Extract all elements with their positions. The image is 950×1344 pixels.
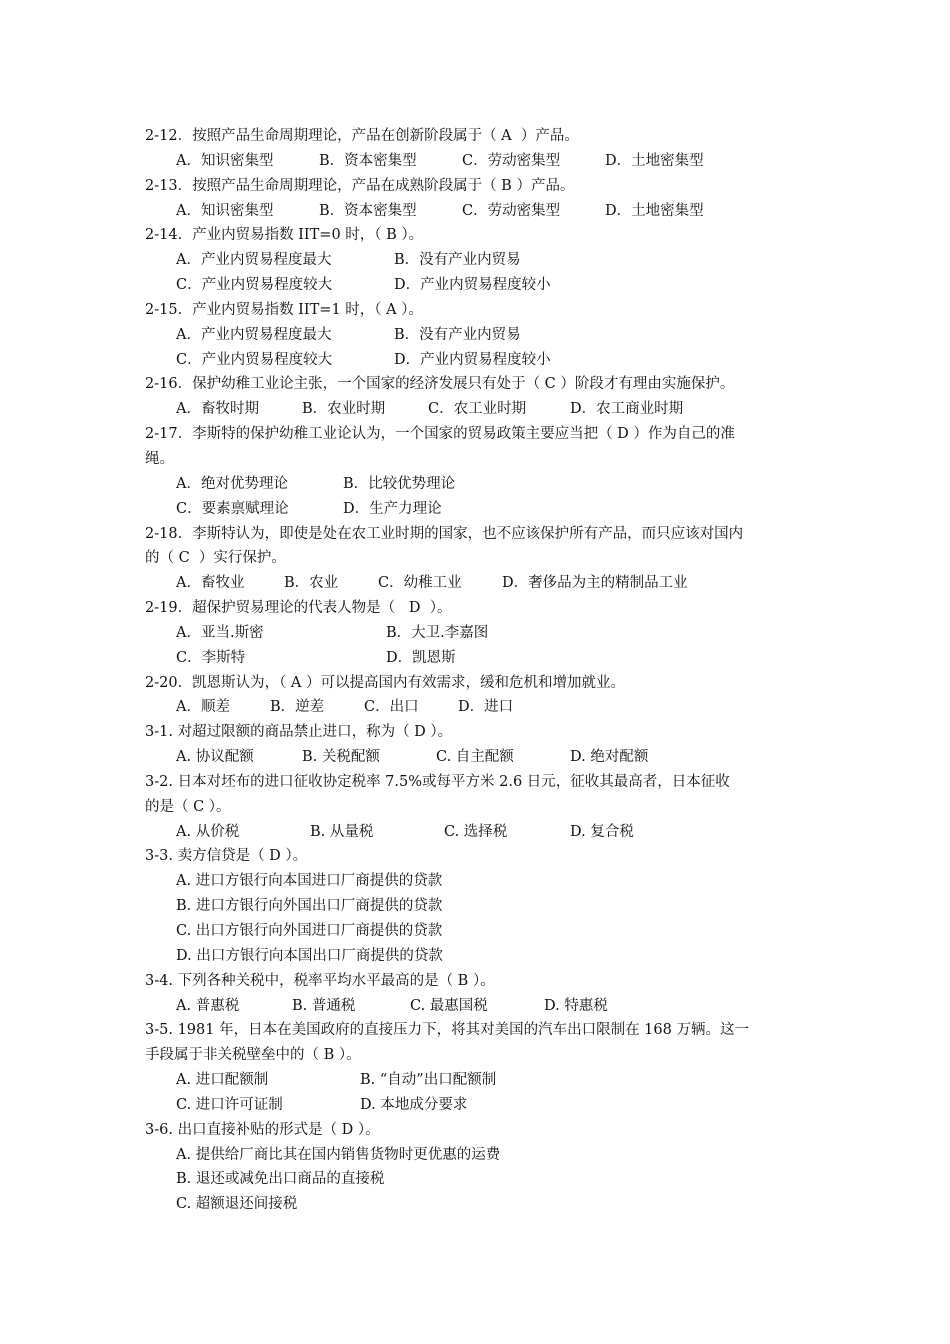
answer-option: C．幼稚工业 (378, 575, 462, 592)
option-row (145, 646, 815, 671)
question-text: 3-4. 下列各种关税中，税率平均水平最高的是（ B ）。 (145, 972, 495, 989)
answer-option: D．产业内贸易程度较小 (394, 277, 551, 294)
answer-option: A．产业内贸易程度最大 (176, 326, 332, 343)
question-text: 手段属于非关税壁垒中的（ B ）。 (145, 1047, 361, 1064)
question-text: 2-18．李斯特认为，即使是处在农工业时期的国家，也不应该保护所有产品，而只应该对国内 (145, 525, 744, 542)
answer-option: B. 退还或减免出口商品的直接税 (176, 1171, 385, 1188)
answer-option: A. 进口配额制 (176, 1072, 269, 1089)
answer-option: D. 绝对配额 (570, 749, 649, 766)
answer-option: A. 协议配额 (176, 749, 254, 766)
option-row (145, 919, 815, 944)
answer-option: C．劳动密集型 (462, 202, 561, 219)
question-text: 2-16．保护幼稚工业论主张，一个国家的经济发展只有处于（ C ）阶段才有理由实施保护。 (145, 376, 735, 393)
answer-option: D．农工商业时期 (570, 401, 684, 418)
answer-option: C．劳动密集型 (462, 152, 561, 169)
answer-option: C．出口 (364, 699, 419, 716)
question-text: 2-17．李斯特的保护幼稚工业论认为，一个国家的贸易政策主要应当把（ D ）作为自己的准 (145, 426, 735, 443)
option-row (145, 621, 815, 646)
question-text: 2-14．产业内贸易指数 IIT=0 时，（ B ）。 (145, 227, 424, 244)
answer-option: D．进口 (458, 699, 514, 716)
answer-option: A．顺差 (176, 699, 230, 716)
option-row (145, 1167, 815, 1192)
answer-option: B. “自动”出口配额制 (360, 1072, 497, 1089)
answer-option: A. 普惠税 (176, 997, 240, 1014)
answer-option: A．绝对优势理论 (176, 475, 288, 492)
option-row (145, 571, 815, 596)
option-row (145, 199, 815, 224)
answer-option: C. 最惠国税 (410, 997, 488, 1014)
question-text: 2-20．凯恩斯认为，（ A ）可以提高国内有效需求，缓和危机和增加就业。 (145, 674, 626, 691)
question-text: 2-15．产业内贸易指数 IIT=1 时，（ A ）。 (145, 301, 423, 318)
option-row (145, 273, 815, 298)
option-row (145, 149, 815, 174)
answer-option: A. 从价税 (176, 823, 240, 840)
answer-option: A．畜牧时期 (176, 401, 259, 418)
answer-option: B．资本密集型 (319, 202, 417, 219)
option-row (145, 1068, 815, 1093)
question-text: 2-13．按照产品生命周期理论，产品在成熟阶段属于（ B ）产品。 (145, 177, 575, 194)
answer-option: D．产业内贸易程度较小 (394, 351, 551, 368)
option-row (145, 472, 815, 497)
answer-option: B. 关税配额 (302, 749, 380, 766)
answer-option: D. 复合税 (570, 823, 634, 840)
answer-option: D．奢侈品为主的精制品工业 (502, 575, 688, 592)
answer-option: B．比较优势理论 (343, 475, 456, 492)
answer-option: D．土地密集型 (605, 152, 704, 169)
question-text: 3-6. 出口直接补贴的形式是（ D ）。 (145, 1121, 380, 1138)
option-row (145, 497, 815, 522)
question-text: 绳。 (145, 450, 174, 467)
answer-option: D．生产力理论 (343, 500, 442, 517)
option-row (145, 1143, 815, 1168)
option-row (145, 248, 815, 273)
option-row (145, 348, 815, 373)
answer-option: B. 从量税 (310, 823, 374, 840)
question-text: 3-3. 卖方信贷是（ D ）。 (145, 848, 308, 865)
answer-option: B．没有产业内贸易 (394, 326, 521, 343)
option-row (145, 869, 815, 894)
answer-option: C．要素禀赋理论 (176, 500, 289, 517)
answer-option: C．农工业时期 (428, 401, 527, 418)
option-row (145, 820, 815, 845)
option-row (145, 944, 815, 969)
question-text: 的是（ C ）。 (145, 798, 231, 815)
answer-option: D．土地密集型 (605, 202, 704, 219)
question-text: 3-1. 对超过限额的商品禁止进口，称为（ D ）。 (145, 724, 453, 741)
question-text: 的（ C ）实行保护。 (145, 550, 286, 567)
answer-option: A．畜牧业 (176, 575, 245, 592)
answer-option: A．亚当.斯密 (176, 624, 264, 641)
answer-option: B. 普通税 (292, 997, 356, 1014)
answer-option: A. 进口方银行向本国进口厂商提供的贷款 (176, 873, 443, 890)
answer-option: C. 选择税 (444, 823, 508, 840)
option-row (145, 695, 815, 720)
answer-option: B. 进口方银行向外国出口厂商提供的贷款 (176, 898, 443, 915)
answer-option: B．农业时期 (302, 401, 386, 418)
answer-option: B．没有产业内贸易 (394, 252, 521, 269)
option-row (145, 397, 815, 422)
answer-option: D. 特惠税 (544, 997, 608, 1014)
answer-option: B．资本密集型 (319, 152, 417, 169)
answer-option: C. 进口许可证制 (176, 1096, 283, 1113)
option-row (145, 745, 815, 770)
option-row (145, 994, 815, 1019)
answer-option: D．凯恩斯 (386, 649, 456, 666)
answer-option: D. 本地成分要求 (360, 1096, 468, 1113)
answer-option: B．逆差 (270, 699, 325, 716)
answer-option: A. 提供给厂商比其在国内销售货物时更优惠的运费 (176, 1146, 501, 1163)
answer-option: C．产业内贸易程度较大 (176, 277, 333, 294)
question-text: 3-5. 1981 年，日本在美国政府的直接压力下，将其对美国的汽车出口限制在 168 万辆。这一 (145, 1022, 749, 1039)
question-text: 2-12．按照产品生命周期理论，产品在创新阶段属于（ A ）产品。 (145, 128, 579, 144)
question-text: 2-19．超保护贸易理论的代表人物是（ D ）。 (145, 600, 452, 617)
answer-option: C. 出口方银行向外国进口厂商提供的贷款 (176, 923, 443, 939)
question-text: 3-2. 日本对坯布的进口征收协定税率 7.5%或每平方米 2.6 日元，征收其最高者，日本征收 (145, 773, 730, 790)
option-row (145, 1192, 815, 1217)
answer-option: D. 出口方银行向本国出口厂商提供的贷款 (176, 947, 443, 964)
answer-option: A．知识密集型 (176, 202, 274, 219)
answer-option: B．农业 (284, 575, 339, 592)
answer-option: C．李斯特 (176, 649, 246, 666)
option-row (145, 1093, 815, 1118)
answer-option: A．产业内贸易程度最大 (176, 252, 332, 269)
answer-option: C. 超额退还间接税 (176, 1196, 298, 1213)
answer-option: C. 自主配额 (436, 749, 514, 766)
answer-option: B．大卫.李嘉图 (386, 624, 489, 641)
answer-option: A．知识密集型 (176, 152, 274, 169)
document-page (145, 124, 815, 1217)
option-row (145, 323, 815, 348)
option-row (145, 894, 815, 919)
answer-option: C．产业内贸易程度较大 (176, 351, 333, 368)
